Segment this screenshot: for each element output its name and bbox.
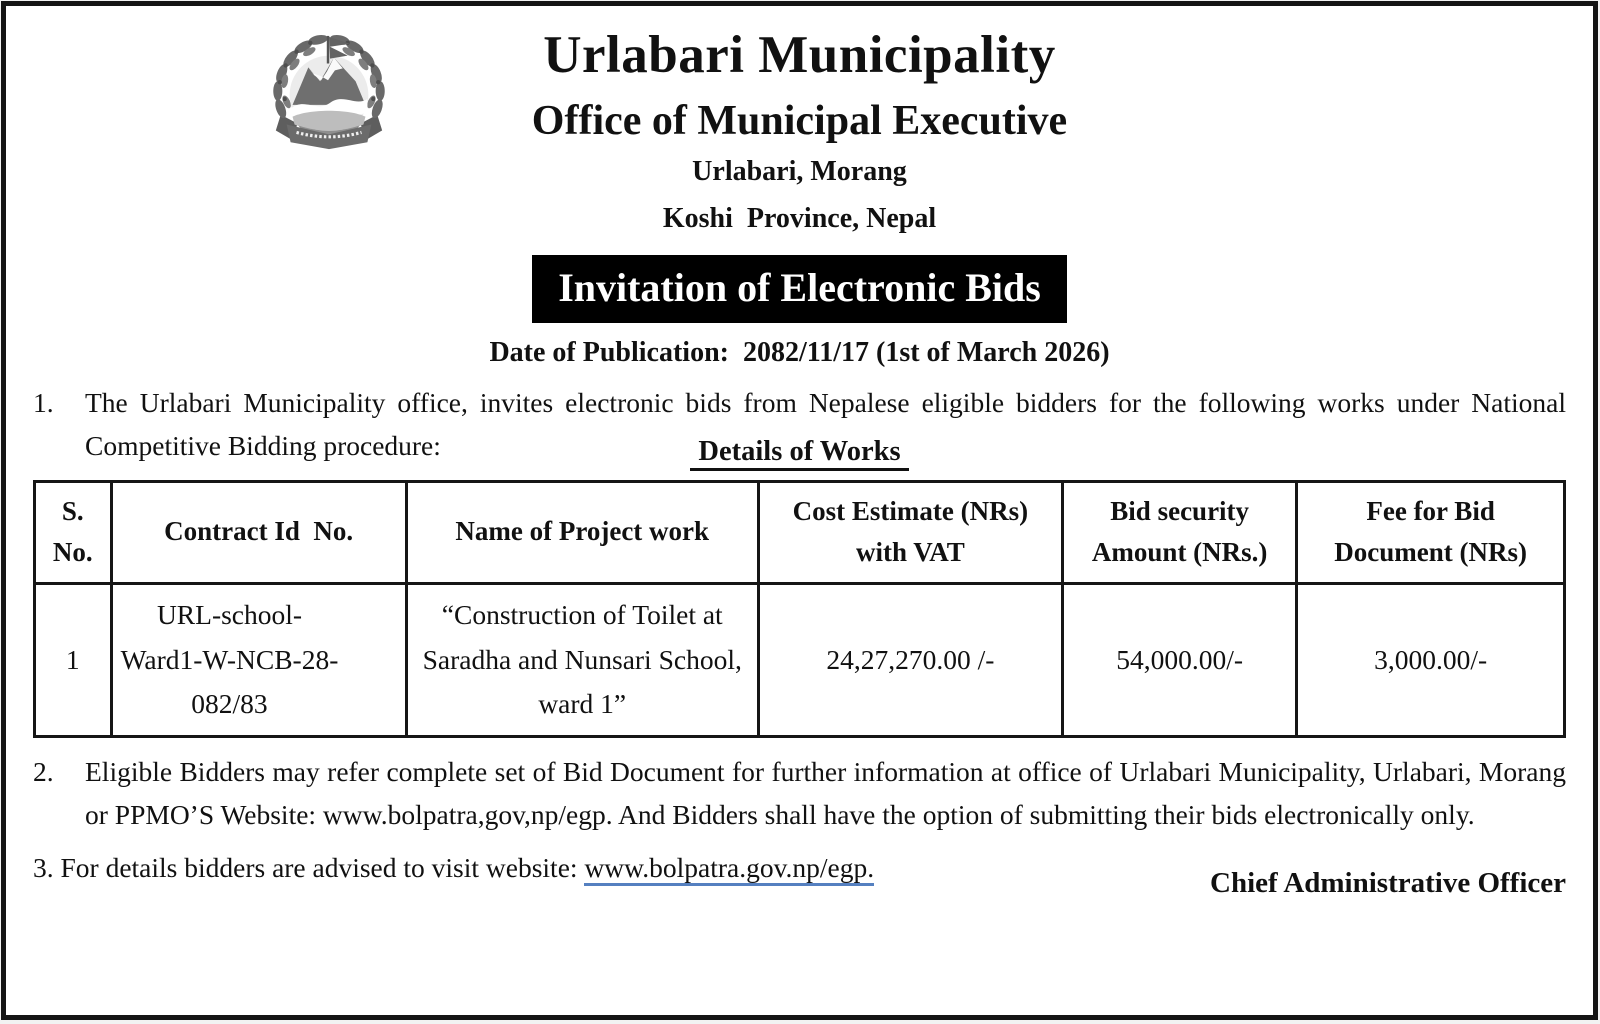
- clause-2-number: 2.: [33, 755, 54, 787]
- banner-row: [33, 255, 1566, 323]
- invitation-banner: Invitation of Electronic Bids: [532, 255, 1067, 323]
- header-bid-security: Bid security Amount (NRs.): [1063, 481, 1297, 584]
- header-bid-doc-fee: Fee for Bid Document (NRs): [1297, 481, 1565, 584]
- notice-document: [1, 1, 1598, 1020]
- works-table: [33, 480, 1566, 738]
- clause-1-number: 1.: [33, 386, 54, 418]
- bolpatra-website-link[interactable]: www.bolpatra.gov.np/egp.: [584, 852, 874, 886]
- cell-bid-doc-fee: 3,000.00/-: [1297, 584, 1565, 737]
- header-cost-estimate: Cost Estimate (NRs) with VAT: [758, 481, 1062, 584]
- clause-3: [33, 845, 874, 888]
- header-project-name: Name of Project work: [406, 481, 758, 584]
- clause-1-text: The Urlabari Municipality office, invites electronic bids from Nepalese eligible bidders for the following works under National Competitive Bidding procedure:: [85, 386, 1566, 462]
- cell-contract-id: URL-school-Ward1-W-NCB-28-082/83: [111, 584, 406, 737]
- header-s-no: S. No.: [35, 481, 112, 584]
- details-of-works-heading: Details of Works: [690, 436, 908, 471]
- details-of-works-row: [33, 436, 1566, 468]
- clause-2: [33, 750, 1566, 837]
- works-table-header-row: [35, 481, 1565, 584]
- municipality-title: Urlabari Municipality: [543, 26, 1056, 84]
- clause-3-text: 3. For details bidders are advised to visit website:: [33, 851, 585, 883]
- address-line-province: Koshi Province, Nepal: [662, 202, 937, 234]
- table-row: [35, 584, 1565, 737]
- cell-s-no: 1: [35, 584, 112, 737]
- address-line-district: Urlabari, Morang: [692, 155, 907, 187]
- clause-2-text: Eligible Bidders may refer complete set of Bid Document for further information at office of Urlabari Municipality, Urlabari, Morang or PPMO’S Website: www.bolpatra,gov,np/egp. And Bidders shall have the option of submitting their bids electronically only.: [85, 755, 1566, 831]
- cell-project-name: “Construction of Toilet at Saradha and Nunsari School, ward 1”: [406, 584, 758, 737]
- cell-cost-estimate: 24,27,270.00 /-: [758, 584, 1062, 737]
- signatory-title: Chief Administrative Officer: [1210, 866, 1566, 899]
- document-header: [33, 26, 1566, 240]
- footer-row: [33, 845, 1566, 900]
- publication-date: Date of Publication: 2082/11/17 (1st of March 2026): [489, 336, 1110, 368]
- office-subtitle: Office of Municipal Executive: [531, 98, 1068, 145]
- header-contract-id: Contract Id No.: [111, 481, 406, 584]
- nepal-coat-of-arms-icon: [265, 28, 393, 162]
- cell-bid-security: 54,000.00/-: [1063, 584, 1297, 737]
